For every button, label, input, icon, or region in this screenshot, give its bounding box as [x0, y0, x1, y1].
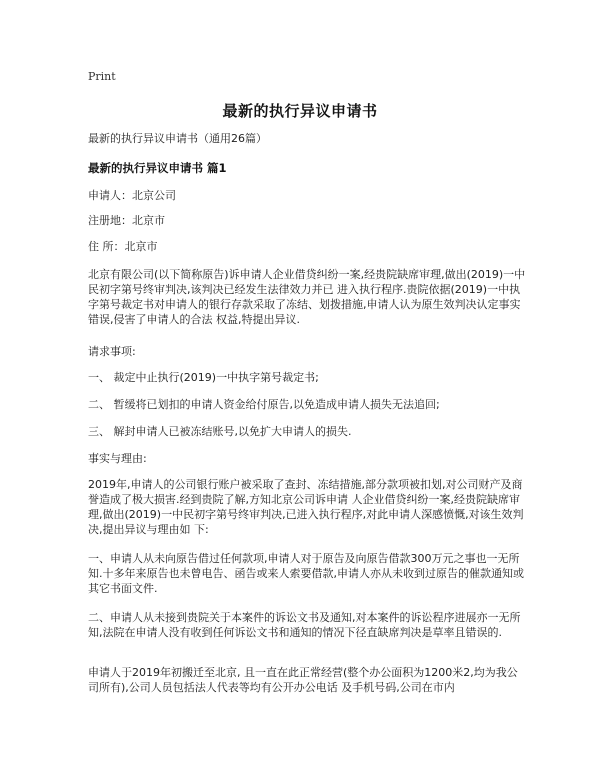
reason-paragraph-1: 一、申请人从未向原告借过任何款项,申请人对于原告及向原告借款300万元之事也一无所知.十多年来原告也未曾电告、函告或来人索要借款,申请人亦从未收到过原告的催款通知或其它书面文件. [88, 552, 524, 595]
request-item-3: 三、 解封申请人已被冻结账号,以免扩大申请人的损失. [88, 425, 352, 438]
section-heading: 最新的执行异议申请书 篇1 [88, 161, 227, 175]
registered-address-line: 注册地：北京市 [88, 214, 165, 227]
request-item-2: 二、 暂缓将已划扣的申请人资金给付原告,以免造成申请人损失无法追回; [88, 398, 440, 411]
request-item-1: 一、 裁定中止执行(2019)一中执字第号裁定书; [88, 371, 319, 384]
reason-paragraph-3: 申请人于2019年初搬迁至北京, 且一直在此正常经营(整个办公面积为1200米2,均为我公司所有),公司人员包括法人代表等均有公开办公电话 及手机号码,公司在市内 [88, 666, 518, 694]
requests-label: 请求事项: [88, 345, 136, 358]
residence-line: 住 所：北京市 [88, 240, 158, 253]
document-title: 最新的执行异议申请书 [222, 102, 378, 120]
applicant-line: 申请人：北京公司 [88, 189, 176, 202]
reason-paragraph-2: 二、申请人从未接到贵院关于本案件的诉讼文书及通知,对本案件的诉讼程序进展亦一无所知,法院在申请人没有收到任何诉讼文书和通知的情况下径直缺席判决是草率且错误的. [88, 611, 521, 639]
intro-paragraph: 北京有限公司(以下简称原告)诉申请人企业借贷纠纷一案,经贵院缺席审理,做出(2019)一中民初字第号终审判决,该判决已经发生法律效力并已 进入执行程序.贵院依据(2019)一中执字第号裁定书对申请人的银行存款采取了冻结、划拨措施,申请人认为原生效判决认定事实错误,侵害了申请人的合法 权益,特提出异议. [88, 268, 526, 326]
facts-label: 事实与理由: [88, 452, 147, 465]
facts-paragraph: 2019年,申请人的公司银行账户被采取了查封、冻结措施,部分款项被扣划,对公司财产及商誉造成了极大损害.经到贵院了解,方知北京公司诉申请 人企业借贷纠纷一案,经贵院缺席审理,做出(2019)一中民初字第号终审判决,已进入执行程序,对此申请人深感愤慨,对该生效判决,提出异议与理由如 下: [88, 478, 524, 536]
document-subtitle: 最新的执行异议申请书（通用26篇） [88, 132, 267, 145]
print-label[interactable]: Print [88, 70, 116, 83]
